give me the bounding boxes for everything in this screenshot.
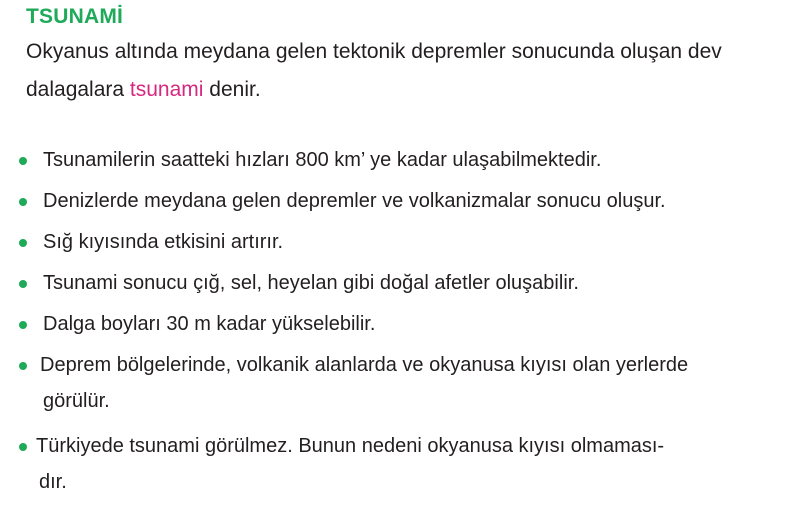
list-item xyxy=(0,306,802,342)
intro-text-before: Okyanus altında meydana gelen tektonik depremler sonucunda oluşan dev dalagalara xyxy=(26,40,722,101)
list-item xyxy=(0,347,802,423)
bullet-dot-icon xyxy=(19,157,27,165)
list-item-continuation: dır. xyxy=(39,471,67,493)
section-title: TSUNAMİ xyxy=(26,5,124,28)
bullet-dot-icon xyxy=(19,239,27,247)
bullet-dot-icon xyxy=(19,280,27,288)
list-item-line: Türkiyede tsunami görülmez. Bunun nedeni okyanusa kıyısı olmaması- xyxy=(36,435,665,457)
list-item-continuation: görülür. xyxy=(43,390,110,412)
list-item-line: Deprem bölgelerinde, volkanik alanlarda ve okyanusa kıyısı olan yerlerde xyxy=(40,354,689,376)
highlighted-term: tsunami xyxy=(129,78,204,101)
list-item-text: Tsunamilerin saatteki hızları 800 km’ ye kadar ulaşabilmektedir. xyxy=(43,149,602,171)
bullet-dot-icon xyxy=(19,198,27,206)
list-item-text: Dalga boyları 30 m kadar yükselebilir. xyxy=(43,313,376,335)
list-item-text xyxy=(40,347,785,419)
list-item-text: Tsunami sonucu çığ, sel, heyelan gibi doğal afetler oluşabilir. xyxy=(43,272,579,294)
list-item xyxy=(0,265,802,301)
fact-list xyxy=(0,142,802,509)
intro-paragraph xyxy=(26,33,786,109)
list-item xyxy=(0,224,802,260)
bullet-dot-icon xyxy=(19,321,27,329)
bullet-dot-icon xyxy=(19,443,27,451)
list-item xyxy=(0,183,802,219)
bullet-dot-icon xyxy=(19,362,27,370)
list-item-text xyxy=(36,428,786,500)
list-item xyxy=(0,142,802,178)
list-item xyxy=(0,428,802,504)
list-item-text: Denizlerde meydana gelen depremler ve volkanizmalar sonucu oluşur. xyxy=(43,190,666,212)
intro-text-after: denir. xyxy=(203,78,261,101)
list-item-text: Sığ kıyısında etkisini artırır. xyxy=(43,231,284,253)
